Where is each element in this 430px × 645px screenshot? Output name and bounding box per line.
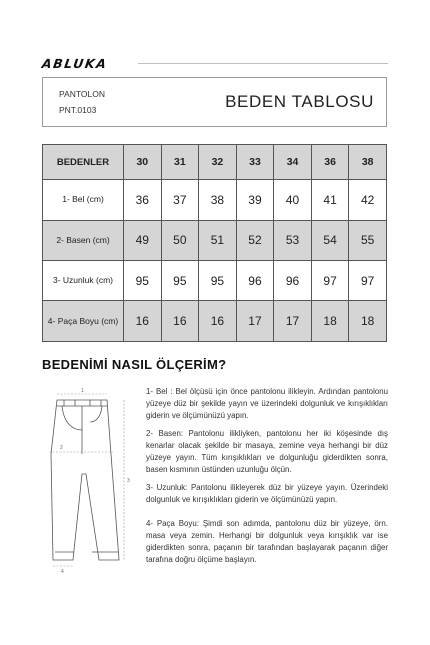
size-header-row: [43, 145, 387, 180]
table-cell: 54: [311, 220, 349, 260]
table-cell: 16: [161, 301, 199, 342]
table-cell: 16: [124, 301, 162, 342]
page-header: [42, 56, 388, 70]
header-divider: [138, 63, 388, 64]
row-label: 2- Basen (cm): [43, 220, 124, 260]
table-cell: 50: [161, 220, 199, 260]
row-label: 1- Bel (cm): [43, 180, 124, 220]
size-cell: 33: [236, 145, 274, 180]
row-label: 3- Uzunluk (cm): [43, 261, 124, 301]
table-cell: 39: [236, 180, 274, 220]
table-cell: 38: [199, 180, 237, 220]
table-cell: 17: [236, 301, 274, 342]
table-row: [43, 301, 387, 342]
size-cell: 34: [274, 145, 312, 180]
table-cell: 96: [274, 261, 312, 301]
table-cell: 36: [124, 180, 162, 220]
table-cell: 41: [311, 180, 349, 220]
table-cell: 97: [311, 261, 349, 301]
instruction-waist: 1- Bel : Bel ölçüsü için önce pantolonu ilikleyin. Ardından pantolonu yüzeye düz bir şekilde yayın ve üzerindeki dolgunluk ve kırışıklıkları giderin ve ölçümünüzü yapın.: [146, 387, 388, 420]
size-cell: 36: [311, 145, 349, 180]
table-cell: 18: [311, 301, 349, 342]
product-info-box: [42, 77, 387, 127]
table-cell: 51: [199, 220, 237, 260]
size-cell: 32: [199, 145, 237, 180]
table-cell: 95: [124, 261, 162, 301]
size-chart-title: BEDEN TABLOSU: [225, 92, 374, 111]
leg-opening-marker: 4: [61, 569, 64, 574]
table-cell: 95: [161, 261, 199, 301]
table-cell: 49: [124, 220, 162, 260]
table-cell: 97: [349, 261, 387, 301]
instruction-hip: 2- Basen: Pantolonu ilikliyken, pantolonu her iki köşesinde dış kenarlar olacak şekilde bir masaya, zemine veya herhangi bir düz yüzeye yayın. Tüm kırışıklıkları ve dolgunluğu giderdikten sonra, basen kısmının üstünden uzunluğu ölçün.: [146, 429, 388, 474]
product-type: PANTOLON: [59, 89, 105, 99]
instruction-length: 3- Uzunluk: Pantolonu ilikleyerek düz bir yüzeye yayın. Üzerindeki dolgunluk ve kırışıklıkları giderin ve ölçümünüzü yapın.: [146, 483, 388, 504]
waist-marker: 1: [81, 388, 84, 394]
table-row: [43, 261, 387, 301]
hip-marker: 2: [60, 445, 63, 451]
header-label-cell: BEDENLER: [43, 145, 124, 180]
table-cell: 95: [199, 261, 237, 301]
table-row: [43, 220, 387, 260]
table-cell: 16: [199, 301, 237, 342]
table-cell: 53: [274, 220, 312, 260]
table-cell: 18: [349, 301, 387, 342]
trousers-outline-icon: [51, 400, 119, 560]
row-label: 4- Paça Boyu (cm): [43, 301, 124, 342]
size-table: [42, 144, 387, 342]
table-row: [43, 180, 387, 220]
length-marker: 3: [127, 478, 130, 484]
table-cell: 52: [236, 220, 274, 260]
instruction-leg-opening: 4- Paça Boyu: Şimdi son adımda, pantolonu düz bir yüzeye, örn. masa veya zemin. Herhangi bir dolgunluk veya kırışıklık var ise giderdikten sonra, paçanın bir tarafından başlayarak paçanın diğer tarafına doğru ölçüme başlayın.: [146, 519, 388, 564]
size-cell: 38: [349, 145, 387, 180]
size-cell: 30: [124, 145, 162, 180]
table-cell: 96: [236, 261, 274, 301]
size-cell: 31: [161, 145, 199, 180]
brand-logo: ABLUKA: [40, 56, 109, 71]
table-cell: 40: [274, 180, 312, 220]
table-cell: 37: [161, 180, 199, 220]
trousers-measurement-diagram: [40, 384, 140, 574]
table-cell: 42: [349, 180, 387, 220]
table-cell: 17: [274, 301, 312, 342]
how-to-measure-title: BEDENİMİ NASIL ÖLÇERİM?: [42, 357, 227, 372]
product-code: PNT.0103: [59, 105, 97, 115]
table-cell: 55: [349, 220, 387, 260]
